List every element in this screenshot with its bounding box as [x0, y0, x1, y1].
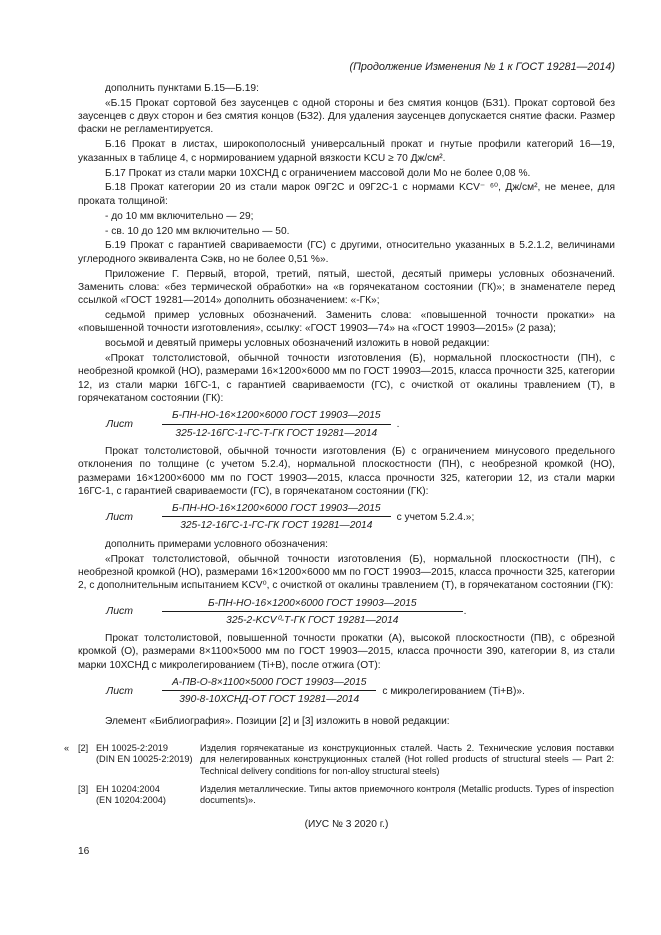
paragraph: «Прокат толстолистовой, обычной точности изготовления (Б), нормальной плоскостности (ПН), с необрезной кромкой (НО), размерами 16×1200×6000 мм по ГОСТ 19903—2015, класса прочности 325, категории 12, из стали марки 16ГС-1, с гарантией свариваемости (ГС), с очисткой от окалины травлением (Т), в горячекатаном состоянии (ГК):: [78, 353, 615, 405]
formula-fraction: [162, 676, 376, 707]
entry-number: [2]: [78, 742, 89, 753]
paragraph: Б.18 Прокат категории 20 из стали марок 09Г2С и 09Г2С-1 с нормами KCV⁻ ⁶⁰, Дж/см², не менее, для проката толщиной:: [78, 182, 615, 207]
standard-code-line: (DIN EN 10025-2:2019): [96, 754, 193, 765]
paragraph: Б.17 Прокат из стали марки 10ХСНД с ограничением массовой доли Мо не более 0,08 %.: [105, 167, 531, 179]
formula-fraction: [162, 409, 391, 440]
standard-code-line: ЕН 10204:2004: [96, 783, 160, 794]
formula-label: Лист: [106, 684, 134, 697]
formula-denominator: 325-2-KCV⁰-Т-ГК ГОСТ 19281—2014: [226, 614, 399, 626]
formula-fraction: [162, 502, 391, 533]
standard-code: [96, 784, 200, 807]
paragraph: дополнить примерами условного обозначения:: [105, 538, 328, 550]
designation-formula: [78, 409, 615, 440]
document-body: [64, 82, 615, 831]
formula-numerator: Б-ПН-НО-16×1200×6000 ГОСТ 19903—2015: [162, 502, 391, 517]
paragraph: «Прокат толстолистовой, обычной точности изготовления (Б), нормальной плоскостности (ПН), с необрезной кромкой (НО), размерами 16×1200×6000 мм по ГОСТ 19903—2015, класса прочности 325, категории 2, с дополнительным испытанием KCV⁰, с очисткой от окалины травлением (Т), в горячекатаном состоянии (ГК):: [78, 553, 615, 592]
standard-title: Изделия горячекатаные из конструкционных сталей. Часть 2. Технические условия поставки для нелегированных конструкционных сталей (Hot rolled products of structural steels — Part 2: Technical delivery conditions for non-alloy structural steels): [200, 742, 614, 777]
quote-mark: «: [64, 742, 70, 753]
standard-code-line: ЕН 10025-2:2019: [96, 742, 169, 753]
formula-denominator: 325-12-16ГС-1-ГС-Т-ГК ГОСТ 19281—2014: [175, 427, 378, 439]
bibliography-entry: [78, 784, 615, 807]
formula-numerator: А-ПВ-О-8×1100×5000 ГОСТ 19903—2015: [162, 676, 376, 691]
standard-title: Изделия металлические. Типы актов приемочного контроля (Metallic products. Types of inspection documents)».: [200, 783, 614, 806]
formula-denominator: 390-8-10ХСНД-ОТ ГОСТ 19281—2014: [179, 694, 360, 706]
formula-fraction: [162, 597, 463, 628]
formula-numerator: Б-ПН-НО-16×1200×6000 ГОСТ 19903—2015: [162, 409, 391, 424]
formula-numerator: Б-ПН-НО-16×1200×6000 ГОСТ 19903—2015: [162, 597, 463, 612]
paragraph: седьмой пример условных обозначений. Заменить слова: «повышенной точности прокатки» на «повышенной точности изготовления», ссылку: «ГОСТ 19903—74» на «ГОСТ 19903—2015» (2 раза);: [78, 310, 615, 335]
designation-formula: [78, 597, 615, 628]
paragraph: восьмой и девятый примеры условных обозначений изложить в новой редакции:: [105, 338, 490, 350]
bibliography-entry: [64, 742, 615, 778]
paragraph: Элемент «Библиография». Позиции [2] и [3] изложить в новой редакции:: [105, 715, 450, 727]
standard-code: [96, 743, 200, 778]
formula-label: Лист: [106, 605, 134, 618]
entry-number: [3]: [78, 783, 89, 794]
formula-label: Лист: [106, 510, 134, 523]
formula-label: Лист: [106, 418, 134, 430]
list-item: - до 10 мм включительно — 29;: [105, 210, 254, 222]
paragraph: Прокат толстолистовой, обычной точности изготовления (Б) с ограничением минусового предельного отклонения по толщине (с учетом 5.2.4), нормальной плоскостности (ПН), с необрезной кромкой (НО), размерами 16×1200×6000 мм по ГОСТ 19903—2015, класса прочности 325, категории 12, из стали марки 16ГС-1, с гарантией свариваемости (ГС), в горячекатаном состоянии (ГК):: [78, 445, 615, 497]
paragraph: Прокат толстолистовой, повышенной точности прокатки (А), высокой плоскостности (ПВ), с обрезной кромкой (О), размерами 8×1100×5000 мм по ГОСТ 19903—2015, класса прочности 390, категории 8, из стали марки 10ХСНД с микролегированием (Ti+B), после отжига (ОТ):: [78, 633, 615, 671]
paragraph: Б.16 Прокат в листах, широкополосный универсальный прокат и гнутые профили категорий 16—19, указанных в таблице 4, с нормированием ударной вязкости KCU ≥ 70 Дж/см².: [78, 139, 615, 164]
page-number: 16: [78, 846, 90, 857]
publication-note: (ИУС № 3 2020 г.): [304, 818, 389, 830]
formula-suffix: с микролегированием (Ti+B)».: [382, 685, 525, 697]
formula-suffix: .: [396, 419, 400, 430]
bibliography: [64, 742, 615, 807]
designation-formula: [78, 676, 615, 707]
designation-formula: [78, 502, 615, 533]
list-item: - св. 10 до 120 мм включительно — 50.: [105, 225, 290, 237]
formula-denominator: 325-12-16ГС-1-ГС-ГК ГОСТ 19281—2014: [180, 520, 373, 532]
paragraph: Приложение Г. Первый, второй, третий, пятый, шестой, десятый примеры условных обозначений. Заменить слова: «без термической обработки» на «в горячекатаном состоянии (ГК)»; в знаменателе перед ссылкой «ГОСТ 19281—2014» дополнить обозначением: «-ГК»;: [78, 268, 615, 307]
page-header: (Продолжение Изменения № 1 к ГОСТ 19281—2014): [349, 61, 615, 73]
standard-code-line: (EN 10204:2004): [96, 795, 166, 806]
formula-suffix: с учетом 5.2.4.»;: [396, 511, 475, 523]
formula-suffix: .: [463, 606, 467, 618]
paragraph: «Б.15 Прокат сортовой без заусенцев с одной стороны и без смятия концов (БЗ1). Прокат сортовой без заусенцев с двух сторон и без смятия концов (БЗ2). Для удаления заусенцев допускается снятие фаски. Размер фаски не регламентируется.: [78, 97, 615, 136]
quote-mark: [64, 784, 78, 807]
paragraph: Б.19 Прокат с гарантией свариваемости (ГС) с другими, относительно указанных в 5.2.1.2, величинами углеродного эквивалента Сэкв, но не более 0,51 %».: [78, 240, 615, 265]
paragraph: дополнить пунктами Б.15—Б.19:: [105, 83, 259, 94]
